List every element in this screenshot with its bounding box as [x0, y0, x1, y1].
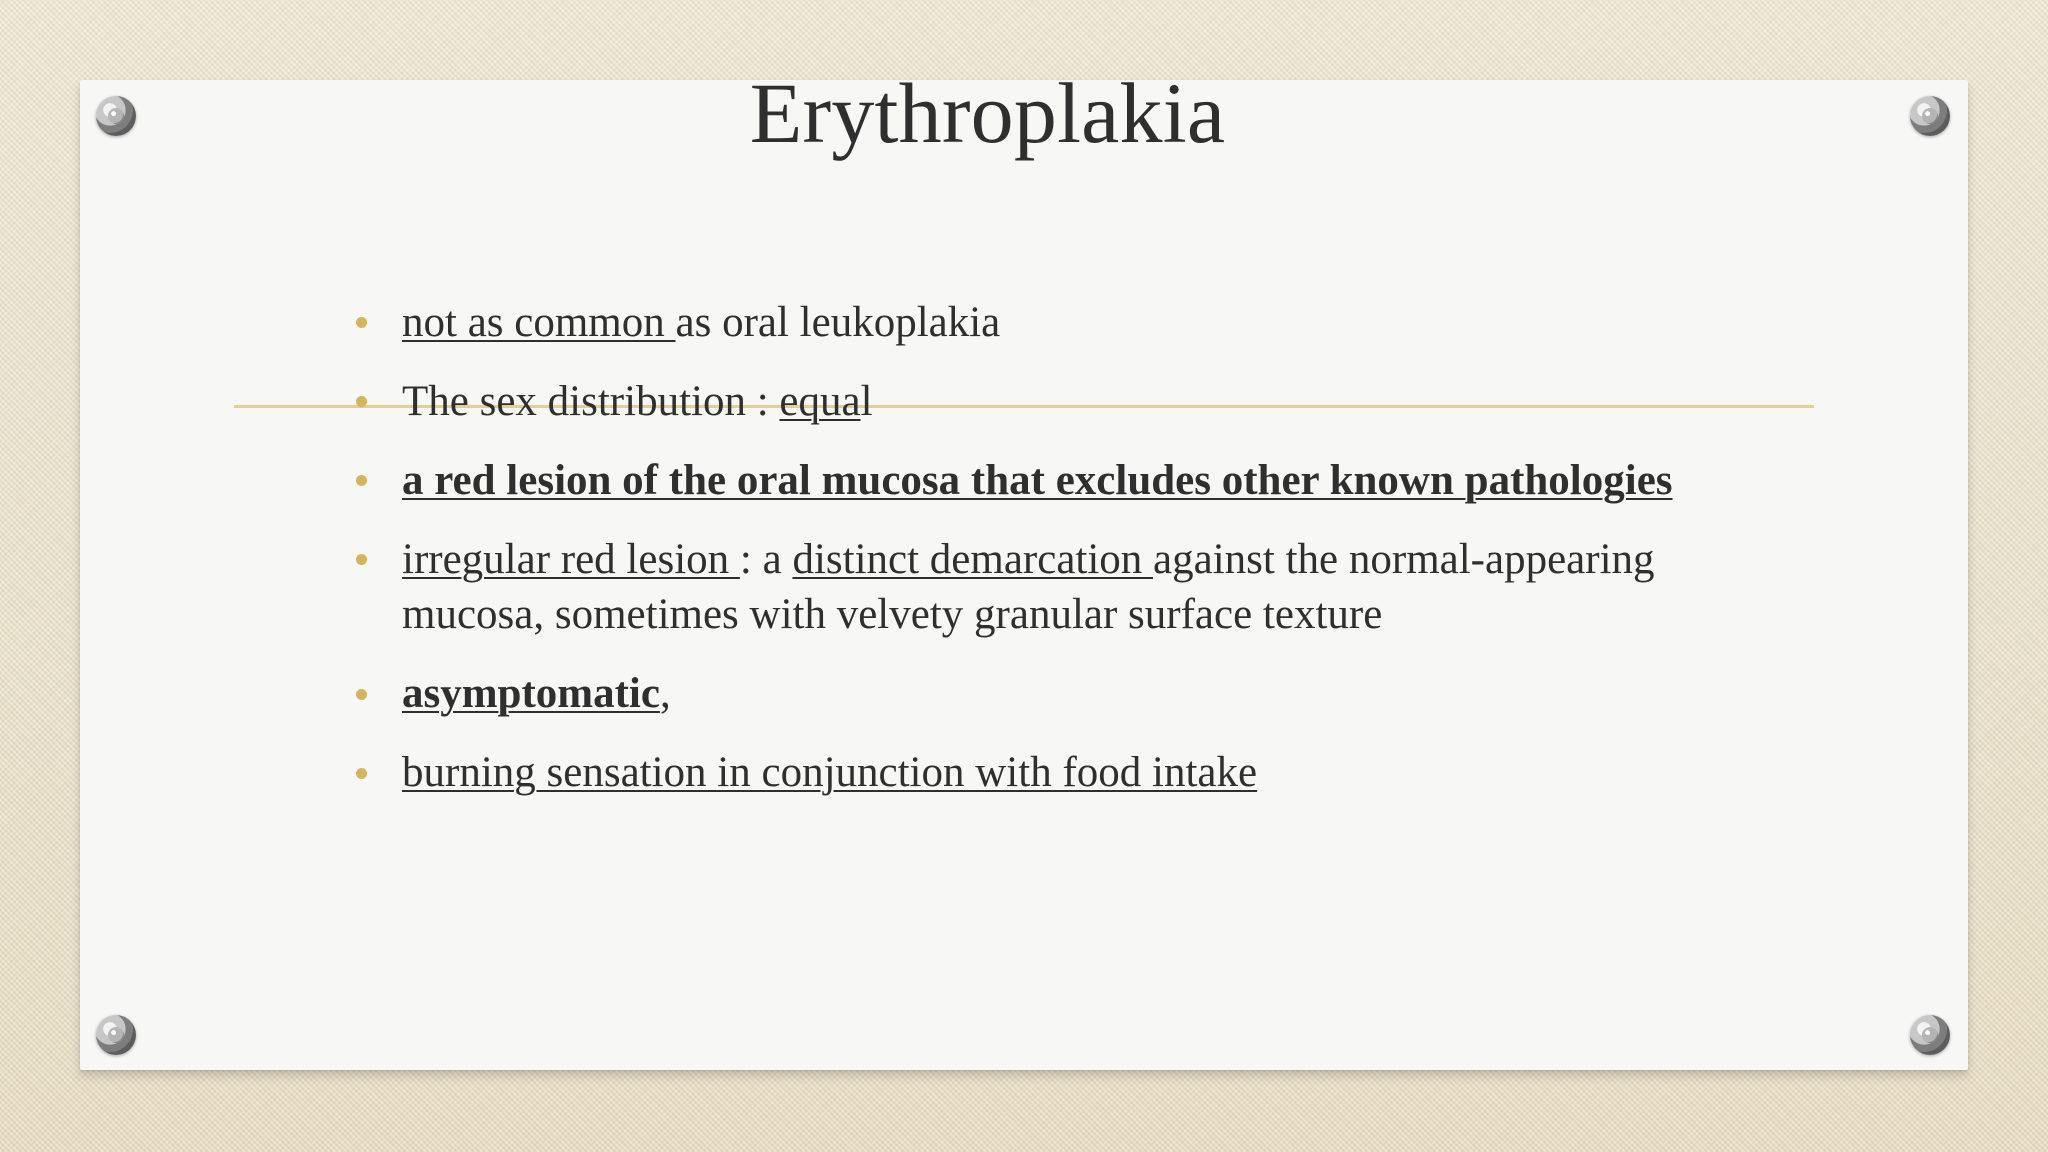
bullet-dot-icon [356, 396, 367, 407]
bullet-5-text: , [659, 670, 671, 718]
bullet-6-text: burning sensation in conjunction with food intake [402, 749, 1258, 797]
bullet-2-text: The sex distribution : [402, 378, 780, 426]
bullet-item-5 [356, 666, 1716, 721]
bullet-4-underlined-text: irregular red lesion [402, 536, 740, 584]
bullet-1-text: as oral leukoplakia [675, 299, 1001, 346]
bullet-3-text: a red lesion of the oral mucosa that excludes other known pathologies [402, 457, 1673, 505]
bullet-1-underlined-text: not as common [402, 299, 676, 346]
bullet-item-1 [356, 295, 1716, 350]
slide-title: Erythroplakia [749, 65, 1226, 161]
bullet-2-underlined-text: equa [779, 378, 861, 426]
bullet-item-3 [356, 453, 1716, 508]
bullet-dot-icon [356, 475, 367, 486]
bullet-list [356, 295, 1716, 800]
bullet-item-4 [356, 532, 1716, 642]
bottom-right-rivet-icon [1910, 1015, 1950, 1055]
bullet-4-tail-text: against the normal-appearing mucosa, sometimes with velvety granular surface texture [402, 536, 1655, 639]
bullet-2-tail-text: l [860, 378, 873, 426]
bullet-4-underlined-text-2: distinct demarcation [792, 536, 1154, 584]
bullet-dot-icon [356, 689, 367, 700]
bullet-dot-icon [356, 554, 367, 565]
bullet-4-text: : a [739, 536, 793, 584]
bullet-item-2 [356, 374, 1716, 429]
bullet-item-6 [356, 745, 1716, 800]
bullet-dot-icon [356, 317, 367, 328]
bottom-left-rivet-icon [96, 1015, 136, 1055]
bullet-5-underlined-text: asymptomatic [402, 670, 660, 718]
bullet-dot-icon [356, 768, 367, 779]
